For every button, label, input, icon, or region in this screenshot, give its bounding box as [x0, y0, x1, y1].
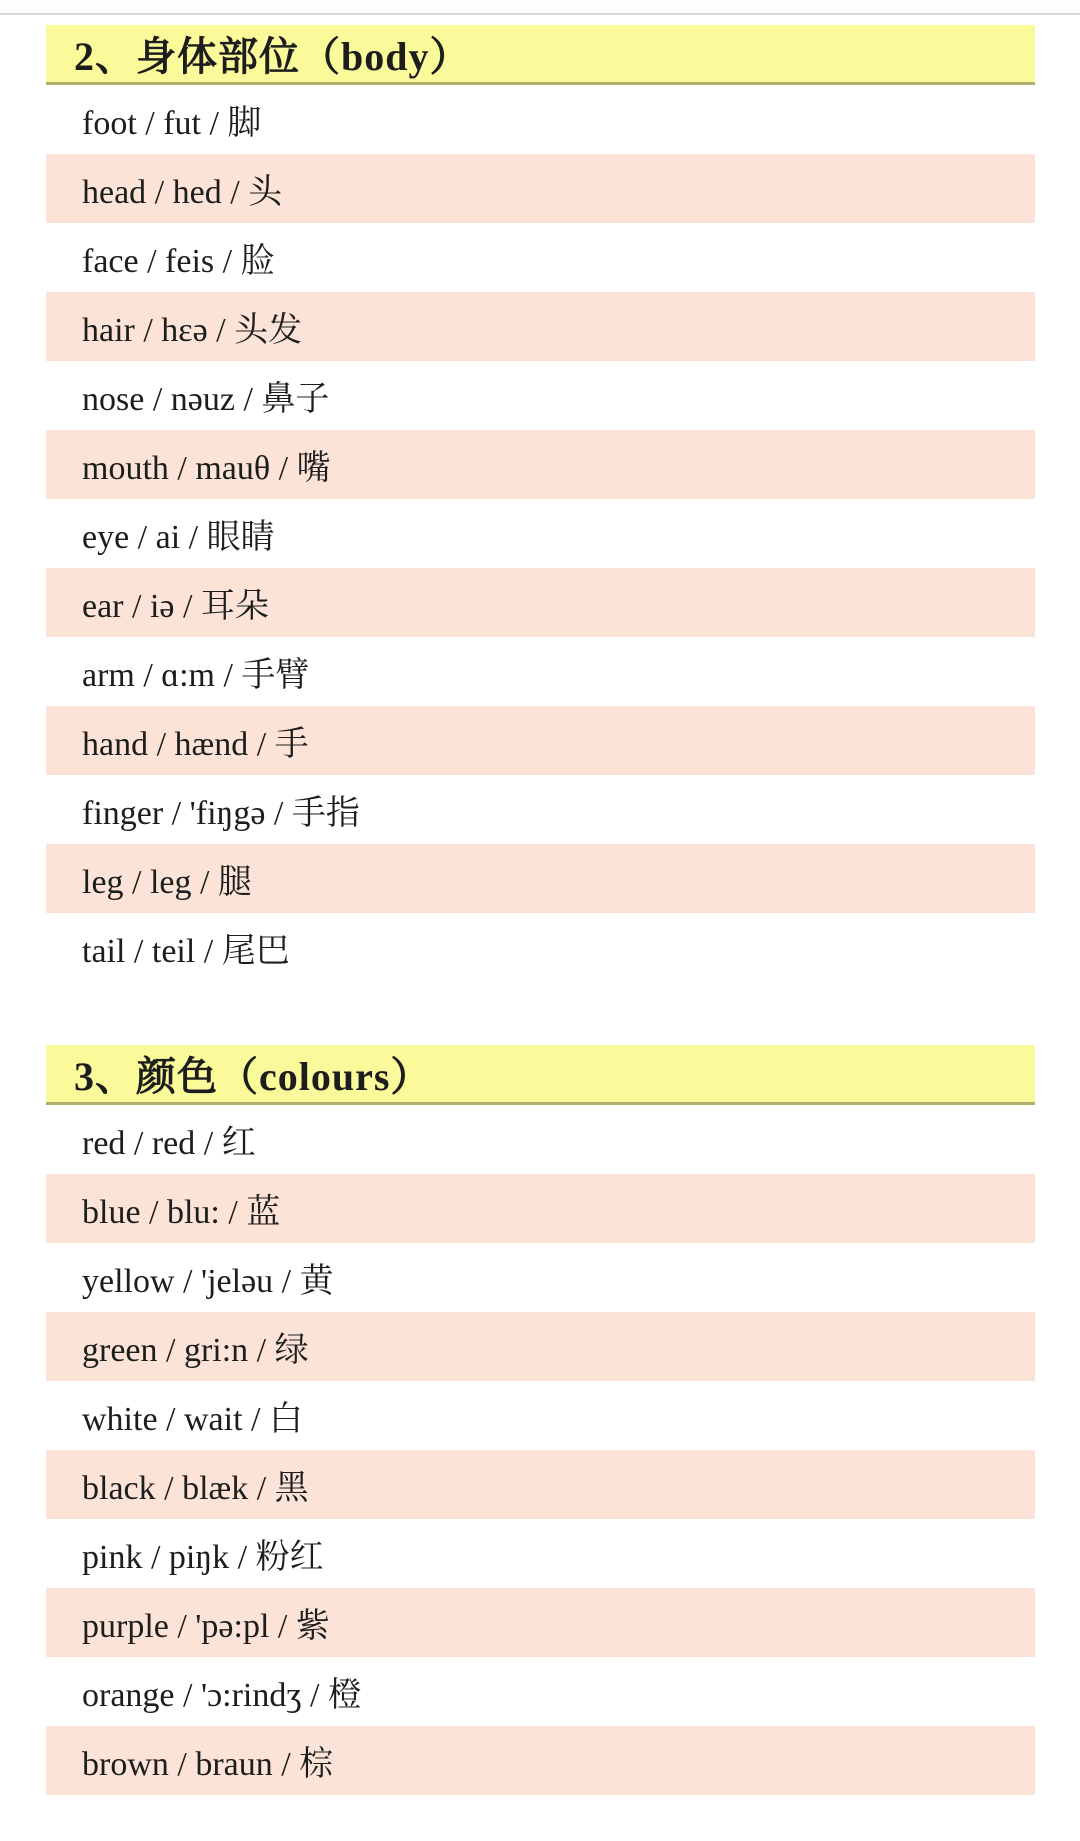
vocab-row: [46, 361, 1035, 430]
vocab-row: [46, 292, 1035, 361]
top-divider-line: [0, 13, 1080, 15]
vocab-row-text: eye / ai / 眼睛: [82, 519, 275, 556]
vocab-rows-body: [46, 85, 1035, 982]
vocab-row-text: white / wait / 白: [82, 1401, 303, 1438]
vocab-row: [46, 499, 1035, 568]
vocab-row: [46, 85, 1035, 154]
vocab-row-text: arm / ɑ:m / 手臂: [82, 657, 310, 694]
vocab-row: [46, 1657, 1035, 1726]
vocab-row-text: tail / teil / 尾巴: [82, 933, 290, 970]
vocab-rows-colours: [46, 1105, 1035, 1795]
vocab-row: [46, 637, 1035, 706]
vocab-row-text: finger / 'fiŋgə / 手指: [82, 795, 360, 832]
vocab-row-text: hair / hɛə / 头发: [82, 312, 303, 349]
content-column: [46, 25, 1035, 1795]
vocab-row: [46, 223, 1035, 292]
vocab-row-text: ear / iə / 耳朵: [82, 588, 269, 625]
vocab-row-text: black / blæk / 黑: [82, 1470, 309, 1507]
vocab-row-text: purple / 'pə:pl / 紫: [82, 1608, 330, 1645]
vocab-row: [46, 1450, 1035, 1519]
vocab-row: [46, 1174, 1035, 1243]
vocab-row: [46, 1588, 1035, 1657]
vocab-row: [46, 1381, 1035, 1450]
vocab-row-text: head / hed / 头: [82, 174, 283, 211]
vocab-row: [46, 844, 1035, 913]
vocab-row: [46, 775, 1035, 844]
vocab-row: [46, 706, 1035, 775]
vocab-row-text: foot / fut / 脚: [82, 105, 262, 142]
vocab-row-text: hand / hænd / 手: [82, 726, 309, 763]
vocab-row: [46, 154, 1035, 223]
vocab-row: [46, 1519, 1035, 1588]
vocab-row: [46, 1243, 1035, 1312]
vocab-row-text: nose / nəuz / 鼻子: [82, 381, 330, 418]
vocab-row-text: orange / 'ɔ:rindʒ / 橙: [82, 1677, 362, 1714]
vocab-row-text: leg / leg / 腿: [82, 864, 252, 901]
vocab-row-text: green / gri:n / 绿: [82, 1332, 309, 1369]
vocab-row: [46, 913, 1035, 982]
vocab-row-text: yellow / 'jeləu / 黄: [82, 1263, 334, 1300]
vocab-row-text: face / feis / 脸: [82, 243, 275, 280]
section-title-body: 2、身体部位（body）: [74, 34, 471, 79]
vocab-row-text: brown / braun / 棕: [82, 1746, 334, 1783]
section-header-body: [46, 25, 1035, 85]
vocab-row-text: pink / piŋk / 粉红: [82, 1539, 324, 1576]
vocab-row: [46, 568, 1035, 637]
vocab-row-text: mouth / mauθ / 嘴: [82, 450, 331, 487]
section-body-parts: [46, 25, 1035, 982]
vocab-row-text: red / red / 红: [82, 1125, 256, 1162]
vocab-row-text: blue / blu: / 蓝: [82, 1194, 281, 1231]
vocab-row: [46, 1312, 1035, 1381]
section-header-colours: [46, 1045, 1035, 1105]
vocab-row: [46, 430, 1035, 499]
section-colours: [46, 1045, 1035, 1795]
top-margin: [0, 0, 1080, 13]
vocab-row: [46, 1726, 1035, 1795]
section-title-colours: 3、颜色（colours）: [74, 1054, 432, 1099]
vocab-row: [46, 1105, 1035, 1174]
